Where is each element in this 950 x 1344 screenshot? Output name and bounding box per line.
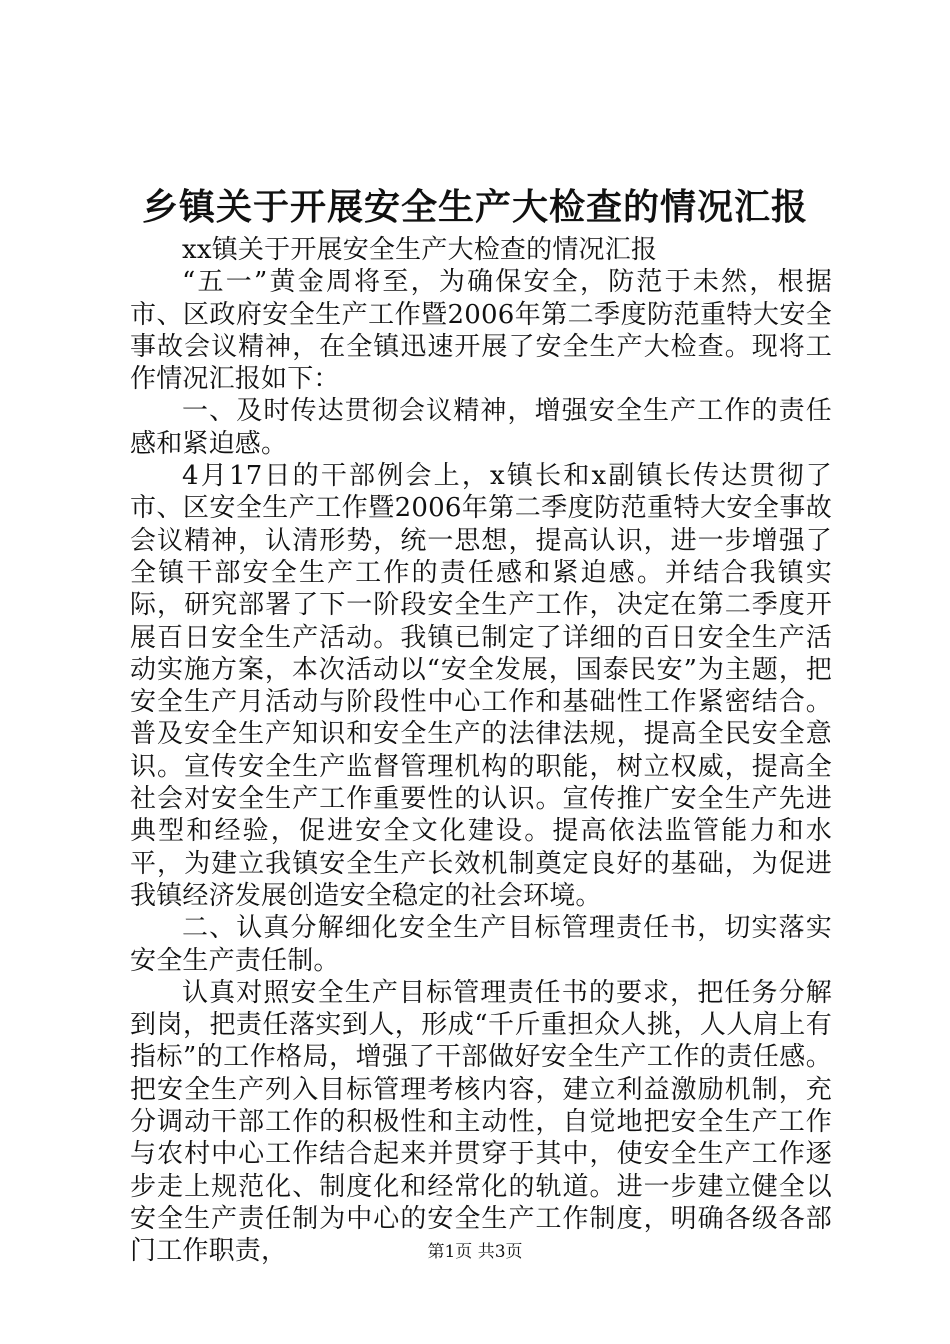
paragraph-section-2: 认真对照安全生产目标管理责任书的要求，把任务分解到岗，把责任落实到人，形成“千斤重担众人挑，人人肩上有指标”的工作格局，增强了干部做好安全生产工作的责任感。把安全生产列入目标管理考核内容，建立利益激励机制，充分调动干部工作的积极性和主动性，自觉地把安全生产工作与农村中心工作结合起来并贯穿于其中，使安全生产工作逐步走上规范化、制度化和经常化的轨道。进一步建立健全以安全生产责任制为中心的安全生产工作制度，明确各级各部门工作职责， xyxy=(130,977,832,1267)
paragraph-intro: “五一”黄金周将至，为确保安全，防范于未然，根据市、区政府安全生产工作暨2006年第二季度防范重特大安全事故会议精神，在全镇迅速开展了安全生产大检查。现将工作情况汇报如下： xyxy=(130,267,832,395)
section-heading-2: 二、认真分解细化安全生产目标管理责任书，切实落实安全生产责任制。 xyxy=(130,913,832,976)
document-title: 乡镇关于开展安全生产大检查的情况汇报 xyxy=(141,186,808,228)
page-number-footer: 第1页 共3页 xyxy=(427,1242,523,1262)
document-body xyxy=(130,234,832,1268)
paragraph-section-1: 4月17日的干部例会上，x镇长和x副镇长传达贯彻了市、区安全生产工作暨2006年第二季度防范重特大安全事故会议精神，认清形势，统一思想，提高认识，进一步增强了全镇干部安全生产工作的责任感和紧迫感。并结合我镇实际，研究部署了下一阶段安全生产工作，决定在第二季度开展百日安全生产活动。我镇已制定了详细的百日安全生产活动实施方案，本次活动以“安全发展，国泰民安”为主题，把安全生产月活动与阶段性中心工作和基础性工作紧密结合。普及安全生产知识和安全生产的法律法规，提高全民安全意识。宣传安全生产监督管理机构的职能，树立权威，提高全社会对安全生产工作重要性的认识。宣传推广安全生产先进典型和经验，促进安全文化建设。提高依法监管能力和水平，为建立我镇安全生产长效机制奠定良好的基础，为促进我镇经济发展创造安全稳定的社会环境。 xyxy=(130,461,832,911)
section-heading-1: 一、及时传达贯彻会议精神，增强安全生产工作的责任感和紧迫感。 xyxy=(130,396,832,459)
paragraph-subtitle: xx镇关于开展安全生产大检查的情况汇报 xyxy=(182,235,658,265)
